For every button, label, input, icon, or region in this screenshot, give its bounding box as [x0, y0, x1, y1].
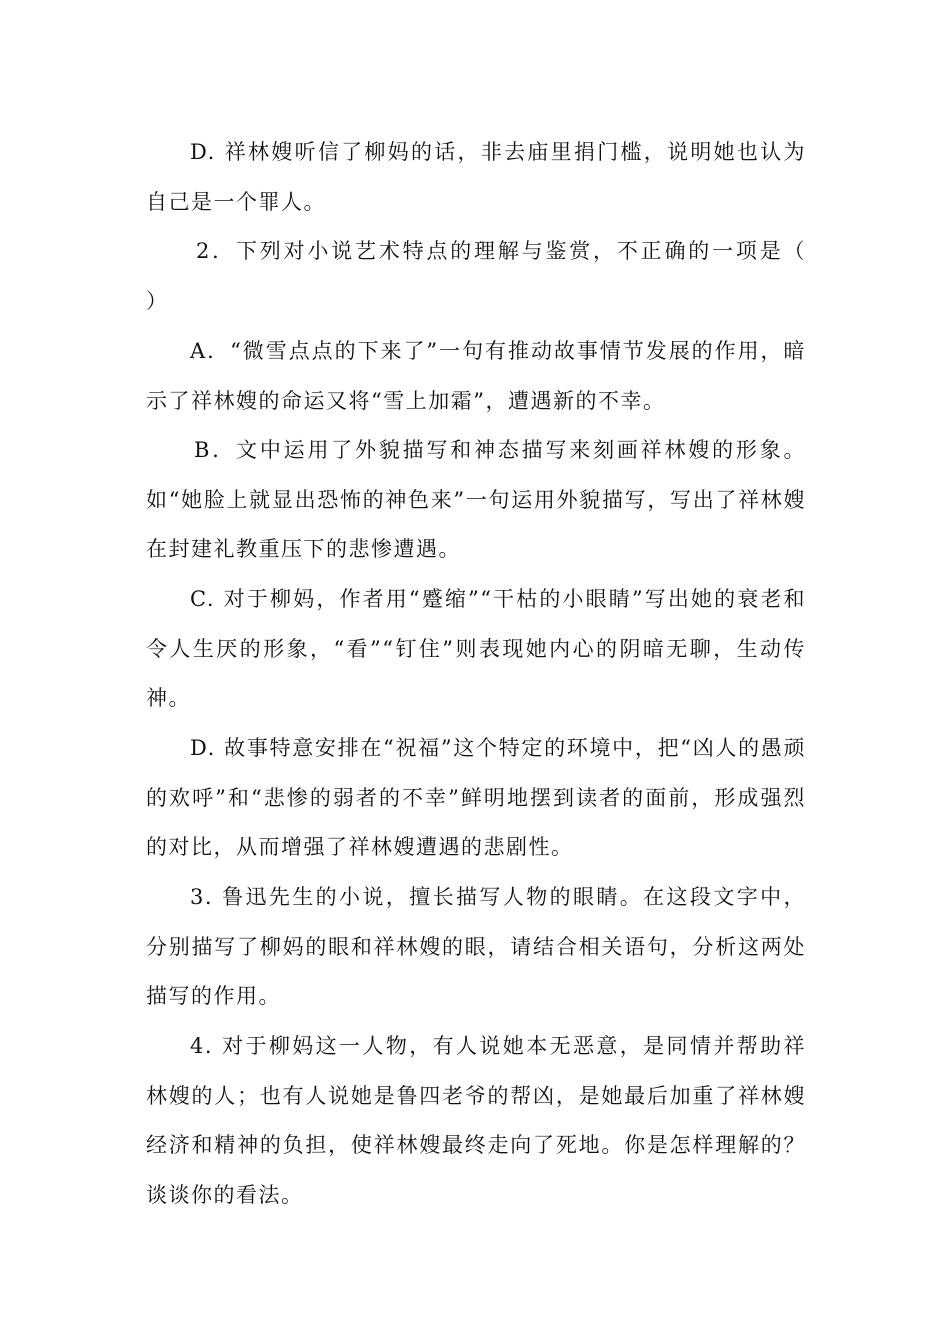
option-b-question-2: B．文中运用了外貌描写和神态描写来刻画祥林嫂的形象。如“她脸上就显出恐怖的神色来”一句运用外貌描写，写出了祥林嫂在封建礼教重压下的悲惨遭遇。: [146, 438, 806, 561]
option-c-question-2: C. 对于柳妈，作者用“蹙缩”“干枯的小眼睛”写出她的衰老和令人生厌的形象，“看”“钉住”则表现她内心的阴暗无聊，生动传神。: [146, 587, 806, 710]
option-d-question-2: D. 故事特意安排在“祝福”这个特定的环境中，把“凶人的愚顽的欢呼”和“悲惨的弱者的不幸”鲜明地摆到读者的面前，形成强烈的对比，从而增强了祥林嫂遭遇的悲剧性。: [146, 736, 806, 859]
question-2-stem: 2．下列对小说艺术特点的理解与鉴赏，不正确的一项是（ ）: [146, 239, 851, 313]
question-4: 4. 对于柳妈这一人物，有人说她本无恶意，是同情并帮助祥林嫂的人；也有人说她是鲁四老爷的帮凶，是她最后加重了祥林嫂经济和精神的负担，使祥林嫂最终走向了死地。你是怎样理解的？谈谈你的看法。: [146, 1034, 806, 1207]
option-a-question-2: A．“微雪点点的下来了”一句有推动故事情节发展的作用，暗示了祥林嫂的命运又将“雪上加霜”，遭遇新的不幸。: [146, 339, 806, 413]
option-d-question-1: D. 祥林嫂听信了柳妈的话，非去庙里捐门槛，说明她也认为自己是一个罪人。: [146, 140, 806, 214]
question-3: 3. 鲁迅先生的小说，擅长描写人物的眼睛。在这段文字中，分别描写了柳妈的眼和祥林嫂的眼，请结合相关语句，分析这两处描写的作用。: [146, 885, 806, 1008]
